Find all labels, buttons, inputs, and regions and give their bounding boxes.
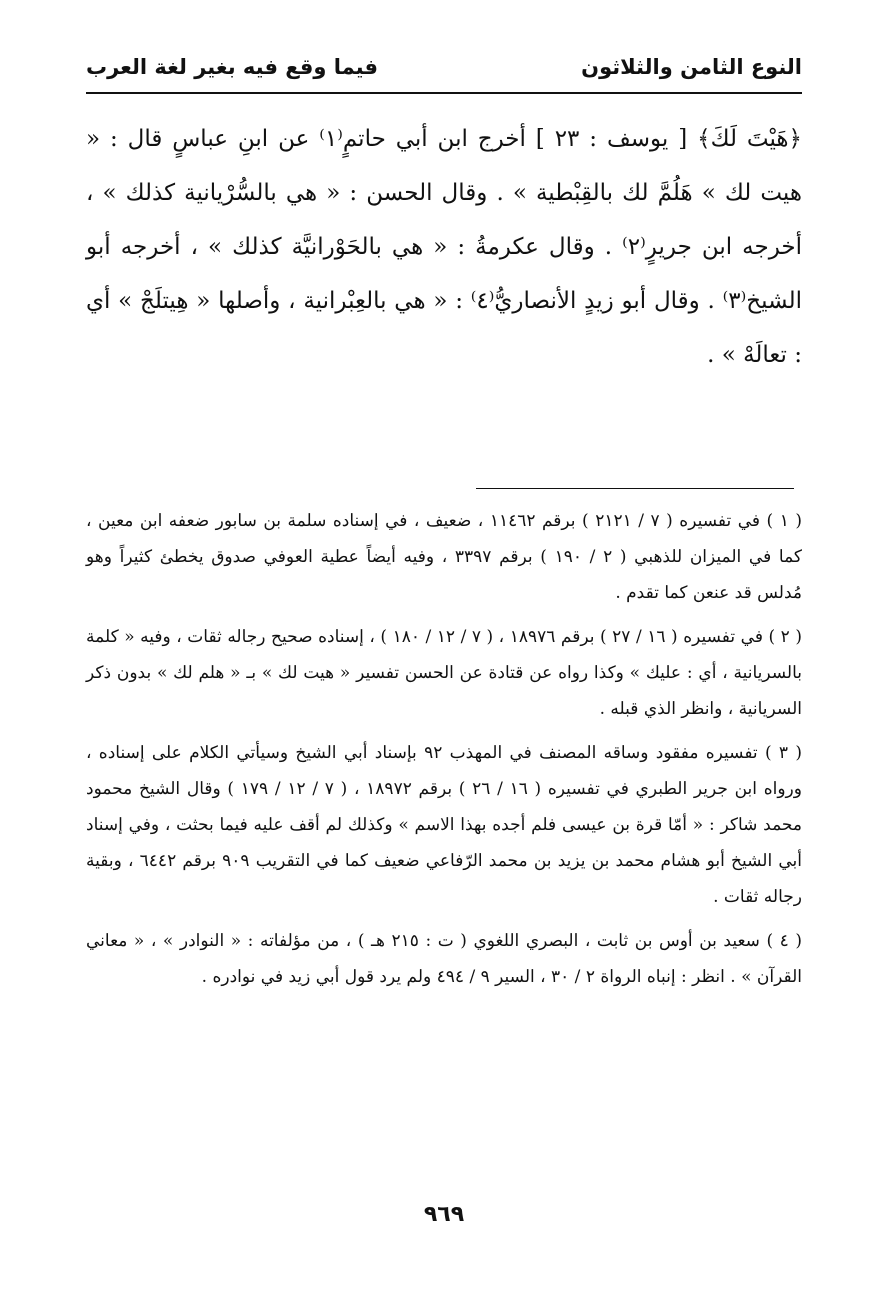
- running-header: [86, 42, 802, 92]
- footnotes: [86, 503, 802, 1003]
- footnote-2: ( ٢ ) في تفسيره ( ١٦ / ٢٧ ) برقم ١٨٩٧٦ ، ( ٧ / ١٢ / ١٨٠ ) ، إسناده صحيح رجاله ثقات ، وفيه « كلمة بالسريانية ، أي : عليك » وكذا رواه عن قتادة عن الحسن تفسير « هيت لك » بـ « هلم لك » بدون ذكر السريانية ، وانظر الذي قبله .: [86, 627, 802, 719]
- header-rule: [86, 92, 802, 94]
- main-text: [86, 112, 802, 382]
- main-paragraph: ﴿هَيْتَ لَكَ﴾ [ يوسف : ٢٣ ] أخرج ابن أبي حاتمٍ⁽١⁾ عن ابنِ عباسٍ قال : « هيت لك » هَلُمَّ لك بالقِبْطية » . وقال الحسن : « هي بالسُّرْيانية كذلك » ، أخرجه ابن جريرٍ⁽٢⁾ . وقال عكرمةُ : « هي بالحَوْرانيَّة كذلك » ، أخرجه أبو الشيخ⁽٣⁾ . وقال أبو زيدٍ الأنصاريُّ⁽٤⁾ : « هي بالعِبْرانية ، وأصلها « هِيتلَجْ » أي : تعالَهْ » .: [86, 126, 802, 368]
- footnote-3: ( ٣ ) تفسيره مفقود وساقه المصنف في المهذب ٩٢ بإسناد أبي الشيخ وسيأتي الكلام على إسناده ، ورواه ابن جرير الطبري في تفسيره ( ١٦ / ٢٦ ) برقم ١٨٩٧٢ ، ( ٧ / ١٢ / ١٧٩ ) وقال الشيخ محمود محمد شاكر : « أمّا قرة بن عيسى فلم أجده بهذا الاسم » وكذلك لم أقف عليه فيما بحثت ، وفي إسناد أبي الشيخ أبو هشام محمد بن يزيد بن محمد الرّفاعي ضعيف كما في التقريب ٩٠٩ برقم ٦٤٤٢ ، وبقية رجاله ثقات .: [86, 743, 802, 907]
- footnote-separator: [476, 488, 794, 489]
- page-number: ٩٦٩: [423, 1202, 465, 1227]
- chapter-title: النوع الثامن والثلاثون: [581, 55, 802, 79]
- footnote-4: ( ٤ ) سعيد بن أوس بن ثابت ، البصري اللغوي ( ت : ٢١٥ هـ ) ، من مؤلفاته : « النوادر » ، « معاني القرآن » . انظر : إنباه الرواة ٢ / ٣٠ ، السير ٩ / ٤٩٤ ولم يرد قول أبي زيد في نوادره .: [86, 931, 802, 987]
- section-title: فيما وقع فيه بغير لغة العرب: [86, 55, 379, 79]
- footnote-1: ( ١ ) في تفسيره ( ٧ / ٢١٢١ ) برقم ١١٤٦٢ ، ضعيف ، في إسناده سلمة بن سابور ضعفه ابن معين ، كما في الميزان للذهبي ( ٢ / ١٩٠ ) برقم ٣٣٩٧ ، وفيه أيضاً عطية العوفي صدوق يخطئ كثيراً وهو مُدلس قد عنعن كما تقدم .: [86, 511, 802, 603]
